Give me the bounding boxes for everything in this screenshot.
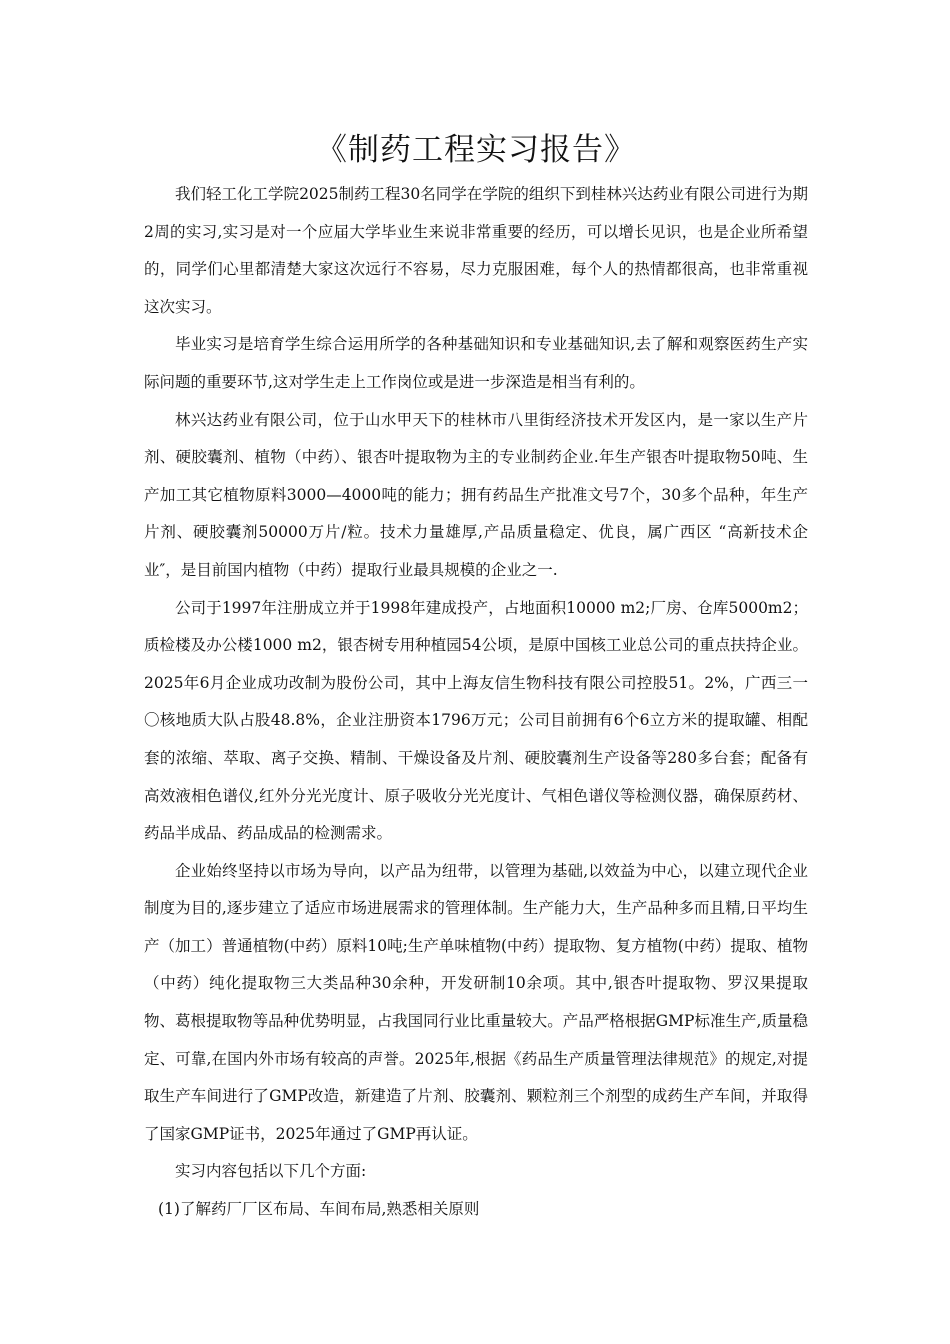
paragraph-contents-heading: 实习内容包括以下几个方面: — [175, 1162, 367, 1181]
paragraph-intro: 我们轻工化工学院2025制药工程30名同学在学院的组织下到桂林兴达药业有限公司进行为期2周的实习,实习是对一个应届大学毕业生来说非常重要的经历，可以增长见识，也是企业所希望的，同学们心里都清楚大家这次远行不容易，尽力克服困难，每个人的热情都很高，也非常重视这次实习。 — [144, 185, 808, 316]
paragraph-company-history: 公司于1997年注册成立并于1998年建成投产，占地面积10000 m2;厂房、仓库5000m2；质检楼及办公楼1000 m2，银杏树专用种植园54公顷，是原中国核工业总公司的重点扶持企业。2025年6月企业成功改制为股份公司，其中上海友信生物科技有限公司控股51。2%，广西三一〇核地质大队占股48.8%，企业注册资本1796万元；公司目前拥有6个6立方米的提取罐、相配套的浓缩、萃取、离子交换、精制、干燥设备及片剂、硬胶囊剂生产设备等280多台套；配备有高效液相色谱仪,红外分光光度计、原子吸收分光光度计、气相色谱仪等检测仪器，确保原药材、药品半成品、药品成品的检测需求。 — [144, 598, 808, 843]
document-title: 《制药工程实习报告》 — [316, 132, 636, 168]
paragraph-company-intro: 林兴达药业有限公司，位于山水甲天下的桂林市八里街经济技术开发区内，是一家以生产片剂、硬胶囊剂、植物（中药）、银杏叶提取物为主的专业制药企业.年生产银杏叶提取物50吨、生产加工其它植物原料3000—4000吨的能力；拥有药品生产批准文号7个，30多个品种，年生产片剂、硬胶囊剂50000万片/粒。技术力量雄厚,产品质量稳定、优良，属广西区 “高新技术企业″，是目前国内植物（中药）提取行业最具规模的企业之一. — [144, 410, 808, 579]
list-item: (1)了解药厂厂区布局、车间布局,熟悉相关原则 — [158, 1200, 480, 1219]
paragraph-purpose: 毕业实习是培育学生综合运用所学的各种基础知识和专业基础知识,去了解和观察医药生产实际问题的重要环节,这对学生走上工作岗位或是进一步深造是相当有利的。 — [144, 335, 808, 391]
paragraph-management: 企业始终坚持以市场为导向，以产品为纽带，以管理为基础,以效益为中心，以建立现代企业制度为目的,逐步建立了适应市场进展需求的管理体制。生产能力大，生产品种多而且精,日平均生产（加工）普通植物(中药）原料10吨;生产单味植物(中药）提取物、复方植物(中药）提取、植物（中药）纯化提取物三大类品种30余种，开发研制10余项。其中,银杏叶提取物、罗汉果提取物、葛根提取物等品种优势明显，占我国同行业比重量较大。产品严格根据GMP标准生产,质量稳定、可靠,在国内外市场有较高的声誉。2025年,根据《药品生产质量管理法律规范》的规定,对提取生产车间进行了GMP改造，新建造了片剂、胶囊剂、颗粒剂三个剂型的成药生产车间，并取得了国家GMP证书，2025年通过了GMP再认证。 — [144, 861, 808, 1143]
document-page — [144, 128, 808, 1229]
